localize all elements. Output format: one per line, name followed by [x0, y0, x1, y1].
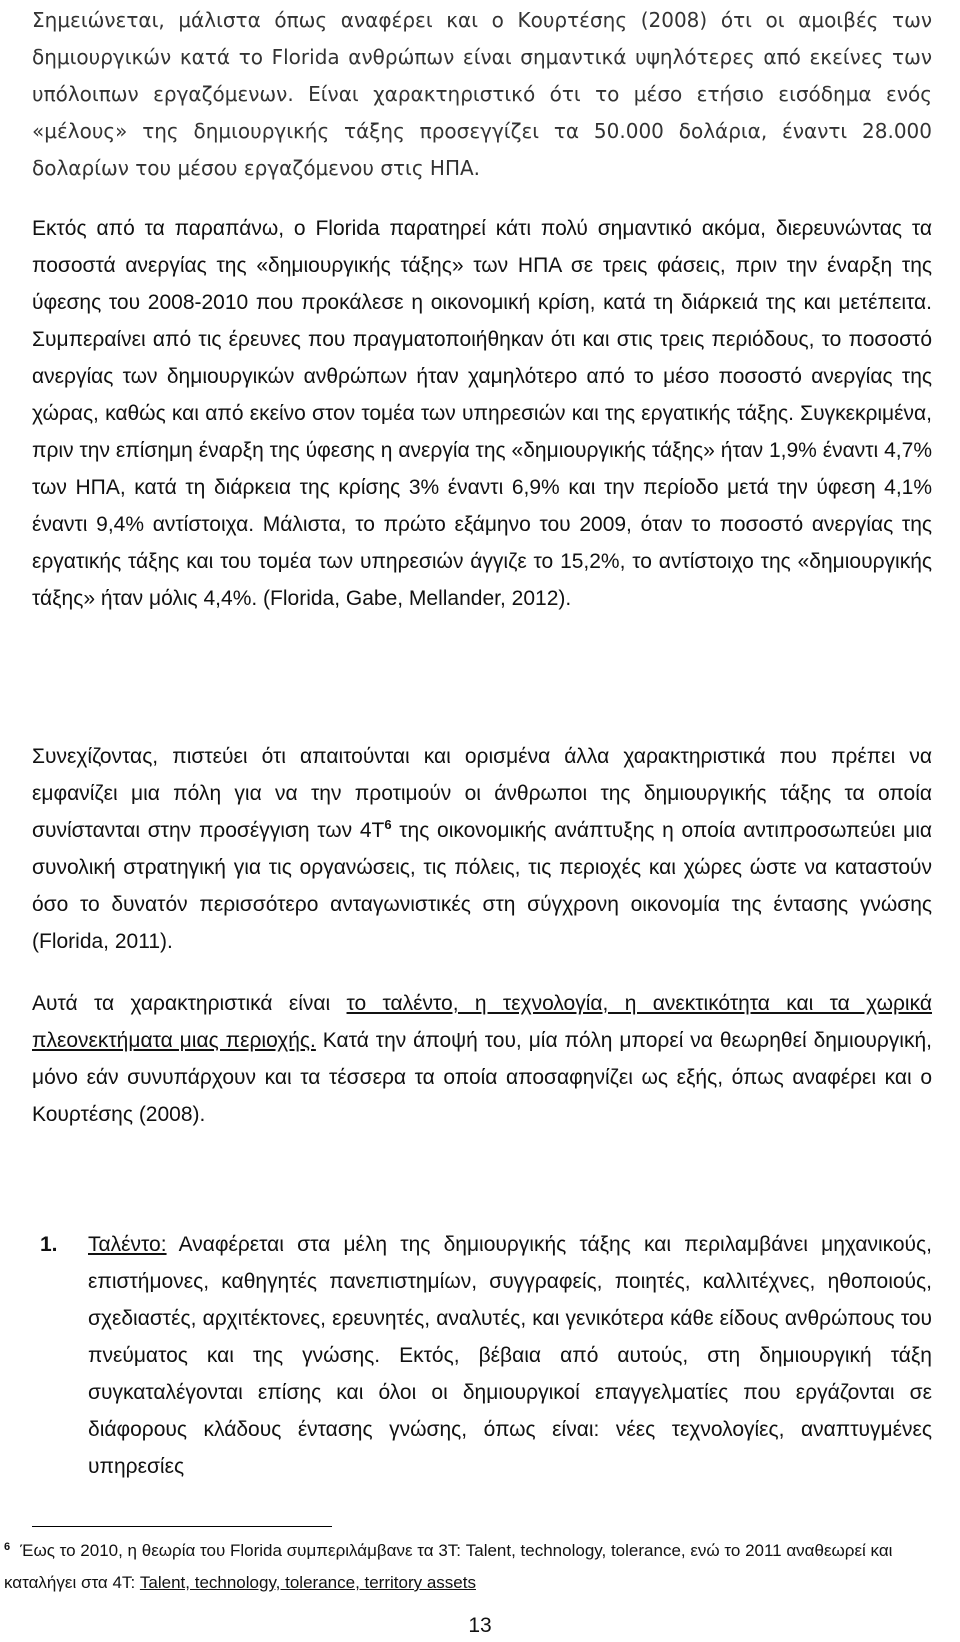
footnote-separator: [32, 1526, 332, 1527]
page-number: 13: [468, 1614, 492, 1637]
list-item-text: Αναφέρεται στα μέλη της δημιουργικής τάξης και περιλαμβάνει μηχανικούς, επιστήμονες, καθηγητές πανεπιστημίων, συγγραφείς, ποιητές, καλλιτέχνες, ηθοποιούς, σχεδιαστές, αρχιτέκτονες, ερευνητές, αναλυτές, και γενικότερα κάθε είδους ανθρώπους του πνεύματος και της γνώσης. Εκτός, βέβαια από αυτούς, στη δημιουργική τάξη συγκαταλέγονται επίσης και όλοι οι δημιουργικοί επαγγελματίες που εργάζονται σε διάφορους κλάδους έντασης γνώσης, όπως είναι: νέες τεχνολογίες, αναπτυγμένες υπηρεσίες: [88, 1233, 932, 1478]
paragraph-characteristics: [32, 985, 932, 1133]
paragraph-income: Σημειώνεται, μάλιστα όπως αναφέρει και ο Κουρτέσης (2008) ότι οι αμοιβές των δημιουργικών κατά το Florida ανθρώπων είναι σημαντικά υψηλότερες από εκείνες των υπόλοιπων εργαζόμενων. Είναι χαρακτηριστικό ότι το μέσο ετήσιο εισόδημα ενός «μέλους» της δημιουργικής τάξης προσεγγίζει τα 50.000 δολάρια, έναντι 28.000 δολαρίων του μέσου εργαζόμενου στις ΗΠΑ.: [32, 8, 932, 180]
footnote-marker: 6: [4, 1541, 11, 1553]
paragraph-characteristics-text-cont: Κατά την άποψή του, μία πόλη μπορεί να θεωρηθεί δημιουργική, μόνο εάν συνυπάρχουν και τα τέσσερα τα οποία αποσαφηνίζει ως εξής, όπως αναφέρει και ο Κουρτέσης (2008).: [32, 1029, 932, 1126]
paragraph-4t-text: Συνεχίζοντας, πιστεύει ότι απαιτούνται και ορισμένα άλλα χαρακτηριστικά που πρέπει να εμφανίζει μια πόλη για να την προτιμούν οι άνθρωποι της δημιουργικής τάξης τα οποία συνίστανται στην προσέγγιση των 4Τ: [32, 745, 932, 842]
numbered-list: [40, 1226, 932, 1485]
underlined-characteristics: το ταλέντο, η τεχνολογία, η ανεκτικότητα και τα χωρικά πλεονεκτήματα μιας περιοχής.: [32, 992, 932, 1052]
footnote: [4, 1535, 932, 1599]
paragraph-characteristics-text: Αυτά τα χαρακτηριστικά είναι: [32, 992, 347, 1015]
list-item-term: Ταλέντο:: [88, 1233, 167, 1256]
paragraph-4t: [32, 738, 932, 960]
paragraph-unemployment: Εκτός από τα παραπάνω, ο Florida παρατηρεί κάτι πολύ σημαντικό ακόμα, διερευνώντας τα ποσοστά ανεργίας της «δημιουργικής τάξης» των ΗΠΑ σε τρεις φάσεις, πριν την έναρξη της ύφεσης του 2008-2010 που προκάλεσε η οικονομική κρίση, κατά τη διάρκειά της και μετέπειτα. Συμπεραίνει από τις έρευνες που πραγματοποιήθηκαν ότι και στις τρεις περιόδους, το ποσοστό ανεργίας των δημιουργικών ανθρώπων ήταν χαμηλότερο από το μέσο ποσοστό ανεργίας της χώρας, καθώς και από εκείνο στον τομέα των υπηρεσιών και της εργατικής τάξης. Συγκεκριμένα, πριν την επίσημη έναρξη της ύφεσης η ανεργία της «δημιουργικής τάξης» ήταν 1,9% έναντι 4,7% των ΗΠΑ, κατά τη διάρκεια της κρίσης 3% έναντι 6,9% και την περίοδο μετά την ύφεση 4,1% έναντι 9,4% αντίστοιχα. Μάλιστα, το πρώτο εξάμηνο του 2009, όταν το ποσοστό ανεργίας της εργατικής τάξης και του τομέα των υπηρεσιών άγγιζε το 15,2%, το αντίστοιχο της «δημιουργικής τάξης» ήταν μόλις 4,4%. (Florida, Gabe, Mellander, 2012).: [32, 217, 932, 610]
list-item-number: 1.: [40, 1233, 58, 1256]
paragraph-4t-text-cont: της οικονομικής ανάπτυξης η οποία αντιπροσωπεύει μια συνολική στρατηγική για τις οργανώσεις, τις πόλεις, τις περιοχές και χώρες ώστε να καταστούν όσο το δυνατόν περισσότερο ανταγωνιστικές στη σύγχρονη οικονομία της έντασης γνώσης (Florida, 2011).: [32, 819, 933, 953]
list-item-talent: [40, 1226, 932, 1485]
footnote-underlined-terms: Talent, technology, tolerance, territory assets: [139, 1573, 476, 1592]
footnote-reference[interactable]: 6: [384, 817, 392, 832]
footnote-text: Έως το 2010, η θεωρία του Florida συμπεριλάμβανε τα 3Τ: Talent, technology, tolerance, ενώ το 2011 αναθεωρεί και καταλήγει στα 4Τ:: [4, 1541, 893, 1592]
